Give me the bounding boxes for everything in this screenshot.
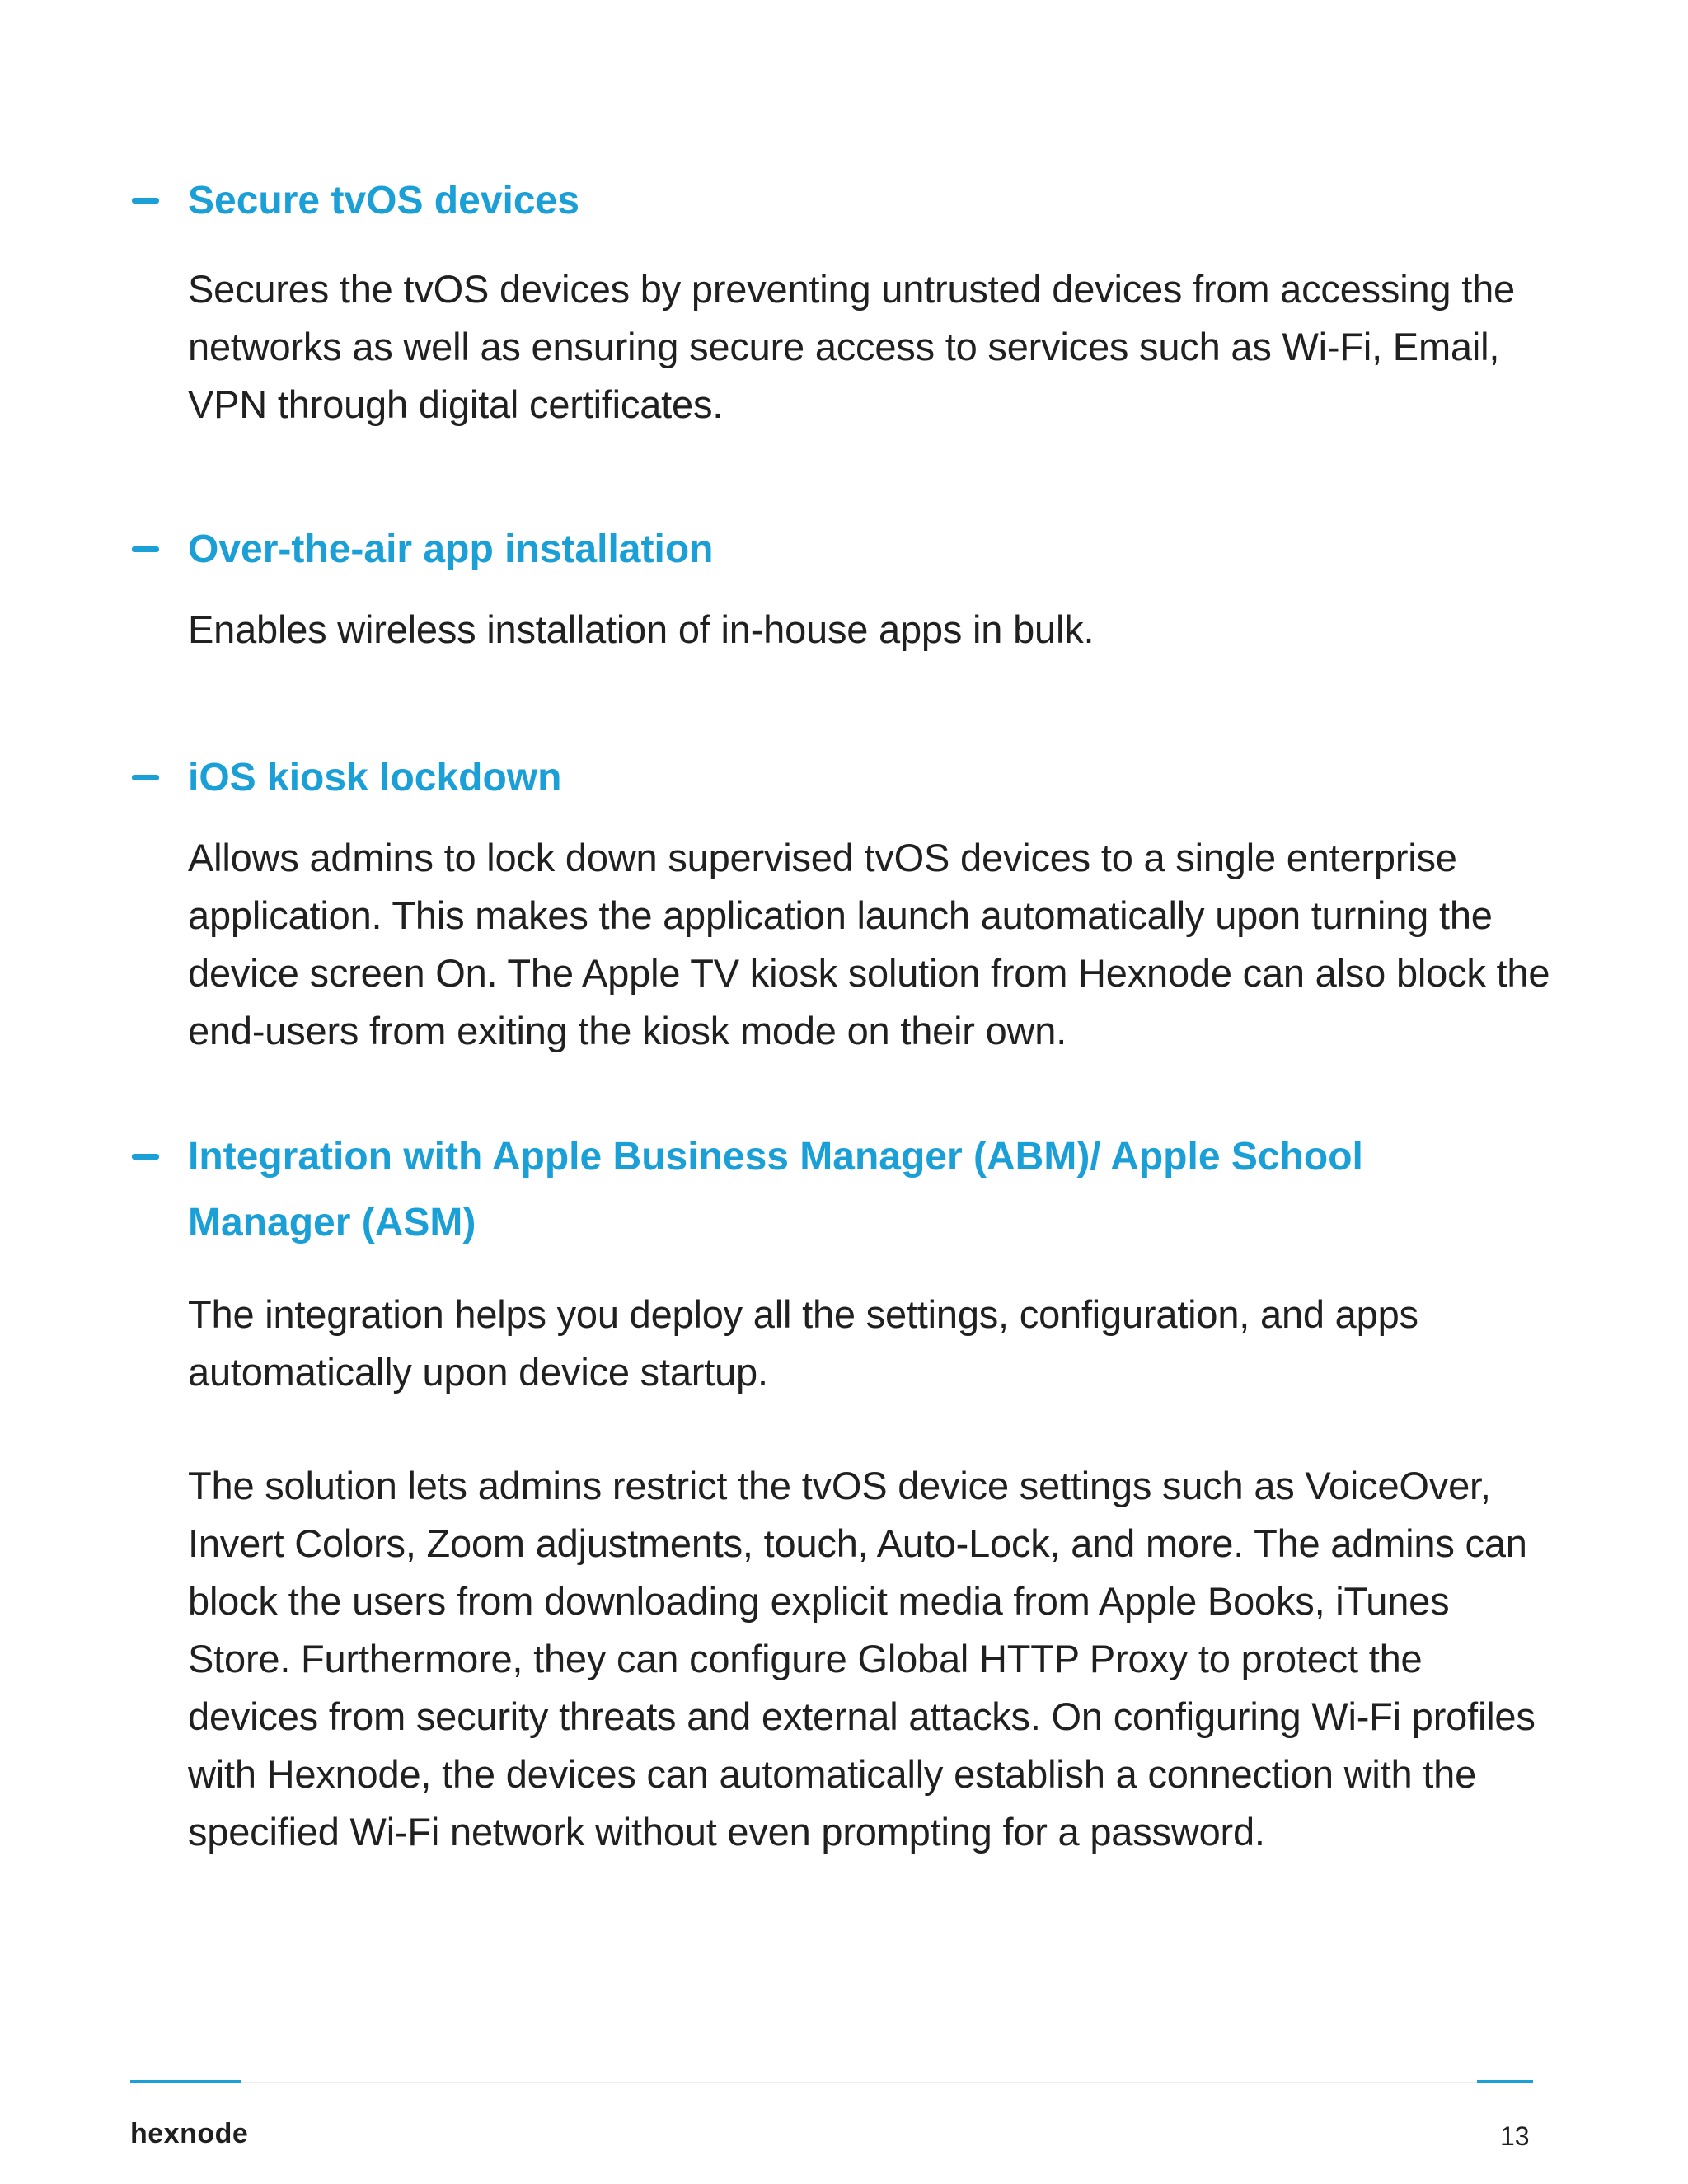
section-heading: Secure tvOS devices: [188, 179, 579, 223]
section-heading: iOS kiosk lockdown: [188, 756, 562, 799]
section-secure-tvos: [188, 168, 1556, 434]
section-kiosk-lockdown: [188, 745, 1556, 1060]
section-paragraph: The integration helps you deploy all the settings, configuration, and apps automatically upon device startup.: [188, 1292, 1418, 1394]
bullet-dash: [132, 198, 159, 204]
bullet-dash: [132, 546, 159, 552]
footer-accent-left: [130, 2080, 241, 2083]
page-number: 13: [1500, 2121, 1530, 2151]
section-paragraph: Secures the tvOS devices by preventing untrusted devices from accessing the networks as well as ensuring secure access to services such as Wi-Fi, Email, VPN through digital certificates.: [188, 267, 1515, 426]
section-paragraph: Allows admins to lock down supervised tvOS devices to a single enterprise application. This makes the application launch automatically upon turning the device screen On. The Apple TV kiosk solution from Hexnode can also block the end-users from exiting the kiosk mode on their own.: [188, 836, 1550, 1052]
bullet-dash: [132, 775, 159, 780]
section-heading: Integration with Apple Business Manager (ABM)/ Apple School Manager (ASM): [188, 1135, 1363, 1244]
hexnode-logo: hexnode: [130, 2118, 249, 2149]
section-paragraph: The solution lets admins restrict the tvOS device settings such as VoiceOver, Invert Colors, Zoom adjustments, touch, Auto-Lock, and more. The admins can block the users from downloading explicit media from Apple Books, iTunes Store. Furthermore, they can configure Global HTTP Proxy to protect the devices from security threats and external attacks. On configuring Wi-Fi profiles with Hexnode, the devices can automatically establish a connection with the specified Wi-Fi network without even prompting for a password.: [188, 1464, 1536, 1854]
bullet-dash: [132, 1154, 159, 1160]
footer-divider: [130, 2082, 1531, 2083]
footer-accent-right: [1477, 2080, 1533, 2083]
section-paragraph: Enables wireless installation of in-house apps in bulk.: [188, 607, 1095, 651]
section-ota-install: [188, 517, 1556, 658]
section-abm-asm: [188, 1124, 1536, 1861]
section-heading: Over-the-air app installation: [188, 527, 714, 571]
